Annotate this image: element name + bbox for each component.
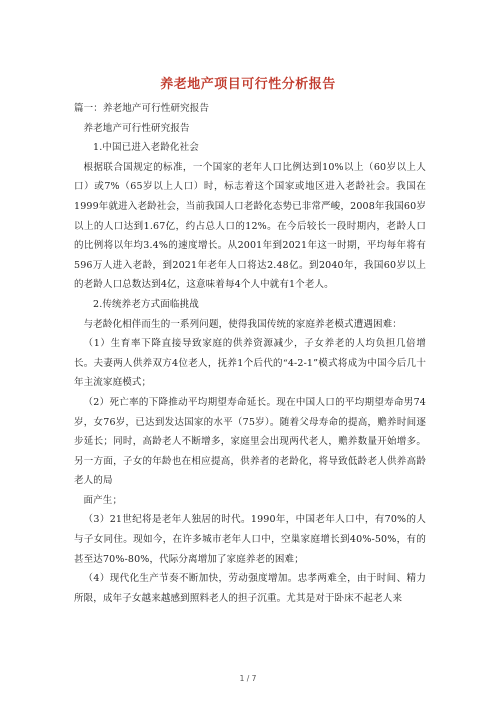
paragraph: （4）现代化生产节奏不断加快，劳动强度增加。忠孝两难全，由于时间、精力所限，成年子女越来越感到照料老人的担子沉重。尤其是对于卧床不起老人来: [74, 573, 426, 604]
paragraph: 养老地产可行性研究报告: [83, 122, 190, 134]
paragraph: 1.中国已进入老龄化社会: [93, 142, 199, 154]
paragraph: （2）死亡率的下降推动平均期望寿命延长。现在中国人口的平均期望寿命男74岁，女76岁，已达到发达国家的水平（75岁）。随着父母寿命的提高，赡养时间逐步延长；同时，高龄老人不断增多，家庭里会出现两代老人，赡养数量开始增多。另一方面，子女的年龄也在相应提高，供养者的老龄化，将导致低龄老人供养高龄老人的局: [74, 396, 426, 487]
paragraph: （3）21世纪将是老年人独居的时代。1990年，中国老年人口中，有70%的人与子女同住。现如今，在许多城市老年人口中，空巢家庭增长到40%-50%，有的甚至达70%-80%，代际分离增加了家庭养老的困难；: [74, 514, 426, 565]
paragraph: 面产生；: [83, 494, 123, 506]
paragraph: 2.传统养老方式面临挑战: [93, 298, 199, 310]
paragraph: （1）生育率下降直接导致家庭的供养资源减少，子女养老的人均负担几倍增长。夫妻两人供养双方4位老人，抚养1个后代的“4-2-1”模式将成为中国今后几十年主流家庭模式；: [74, 338, 426, 389]
paragraph: 与老龄化相伴而生的一系列问题，使得我国传统的家庭养老模式遭遇困难：: [83, 318, 402, 330]
document-body: [74, 99, 426, 608]
page-number: 1 / 7: [239, 674, 257, 683]
paragraph: 篇一：养老地产可行性研究报告: [74, 103, 210, 114]
paragraph: 根据联合国规定的标准，一个国家的老年人口比例达到10%以上（60岁以上人口）或7%（65岁以上人口）时，标志着这个国家或地区进入老龄社会。我国在1999年就进入老龄社会，当前我国人口老龄化态势已非常严峻，2008年我国60岁以上的人口达到1.67亿，约占总人口的12%。在今后较长一段时期内，老龄人口的比例将以年均3.4%的速度增长。从2001年到2021年这一时期，平均每年将有596万人进入老龄，到2021年老年人口将达2.48亿。到2040年，我国60岁以上的老龄人口总数达到4亿，这意味着每4个人中就有1个老人。: [74, 161, 426, 291]
document-title: 养老地产项目可行性分析报告: [160, 77, 336, 92]
